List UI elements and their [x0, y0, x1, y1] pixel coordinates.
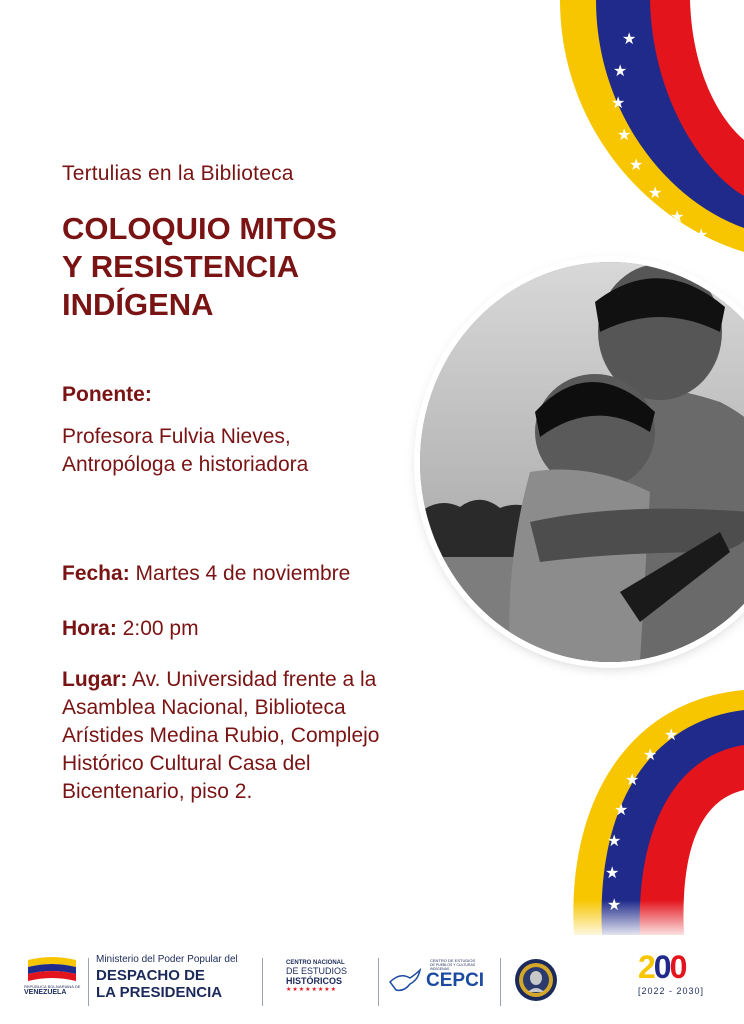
svg-text:★: ★ — [611, 95, 626, 112]
time-line — [62, 617, 199, 641]
cnhe-line-1: CENTRO NACIONAL — [286, 960, 345, 966]
logo-200: 200 — [638, 949, 686, 985]
ministry-small-text: Ministerio del Poder Popular del — [96, 954, 238, 965]
time-label: Hora: — [62, 617, 117, 640]
ministry-title-2: LA PRESIDENCIA — [96, 984, 223, 1001]
divider — [88, 958, 89, 1006]
svg-text:★: ★ — [617, 127, 632, 144]
speaker-title: Antropóloga e historiadora — [62, 453, 309, 476]
date-label: Fecha: — [62, 562, 130, 585]
time-value: 2:00 pm — [116, 617, 199, 640]
svg-text:★: ★ — [694, 227, 709, 244]
event-series-subtitle: Tertulias en la Biblioteca — [62, 162, 294, 185]
svg-text:★: ★ — [625, 772, 640, 789]
venue-block — [62, 666, 462, 806]
cnhe-line-3: HISTÓRICOS — [286, 976, 343, 986]
svg-text:★: ★ — [607, 833, 622, 850]
venue-line: Av. Universidad frente a la — [127, 668, 377, 691]
venue-line: Arístides Medina Rubio, Complejo — [62, 724, 380, 747]
divider — [262, 958, 263, 1006]
divider — [500, 958, 501, 1006]
speaker-name: Profesora Fulvia Nieves, — [62, 425, 291, 448]
svg-text:★: ★ — [664, 727, 679, 744]
venue-line: Bicentenario, piso 2. — [62, 780, 253, 803]
svg-text:★: ★ — [613, 63, 628, 80]
cnhe-line-2: DE ESTUDIOS — [286, 966, 348, 976]
svg-text:★: ★ — [648, 185, 663, 202]
republic-text: REPÚBLICA BOLIVARIANA DE — [24, 984, 81, 989]
svg-text:★: ★ — [622, 31, 637, 48]
svg-text:★: ★ — [670, 209, 685, 226]
cnhe-logo — [286, 960, 347, 993]
ministry-logo — [96, 954, 238, 1001]
footer-logos — [0, 940, 744, 1024]
venue-line: Histórico Cultural Casa del — [62, 752, 311, 775]
event-title — [62, 210, 392, 324]
event-title-line: COLOQUIO MITOS — [62, 211, 337, 246]
venezuela-flag-icon — [28, 956, 76, 982]
divider — [378, 958, 379, 1006]
speaker-details — [62, 423, 402, 479]
ministry-title-1: DESPACHO DE — [96, 967, 205, 984]
cnhe-stars-icon: ★★★★★★★★ — [286, 987, 338, 993]
cepci-small-1: CENTRO DE ESTUDIOS — [430, 958, 476, 963]
date-line — [62, 562, 350, 586]
bird-icon — [388, 968, 422, 994]
years-range: [2022 - 2030] — [638, 986, 705, 996]
venezuela-logo — [24, 956, 84, 996]
svg-text:★: ★ — [614, 802, 629, 819]
event-title-line: INDÍGENA — [62, 287, 214, 322]
svg-text:★: ★ — [605, 865, 620, 882]
svg-text:★: ★ — [629, 157, 644, 174]
event-title-line: Y RESISTENCIA — [62, 249, 300, 284]
date-value: Martes 4 de noviembre — [129, 562, 351, 585]
venezuela-text: VENEZUELA — [24, 989, 67, 996]
cepci-title: CEPCI — [426, 970, 485, 991]
venue-label: Lugar: — [62, 668, 128, 691]
svg-text:★: ★ — [643, 747, 658, 764]
cepci-small-2: DE PUEBLOS Y CULTURAS INDÍGENAS — [430, 963, 476, 971]
bicentennial-logo — [638, 950, 728, 996]
speaker-label: Ponente: — [62, 383, 152, 406]
venue-line: Asamblea Nacional, Biblioteca — [62, 696, 346, 719]
seal-icon — [514, 958, 558, 1007]
